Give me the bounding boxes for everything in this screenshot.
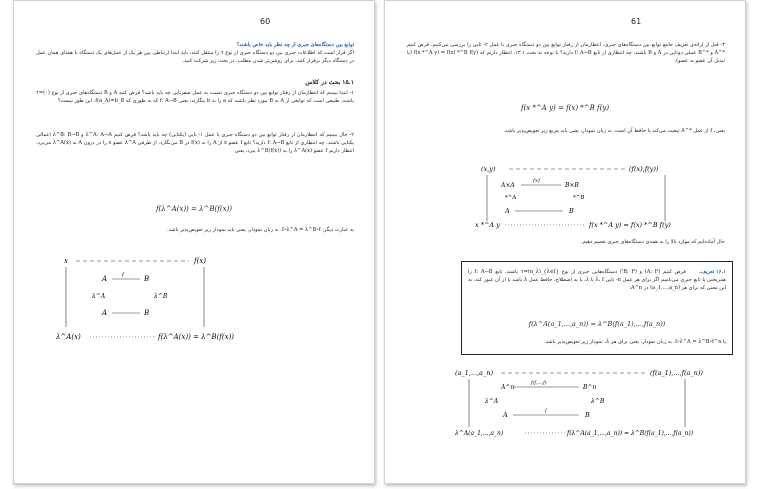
- right-page: [384, 0, 746, 484]
- diagram2-xy: (x,y): [481, 165, 496, 173]
- diagram3-fn: f(f,...,f): [531, 381, 547, 386]
- diagram2-starA: *^A: [505, 195, 517, 201]
- diagram-fx: f(x): [194, 257, 207, 265]
- diagram-A2: A: [102, 309, 108, 317]
- diagram2-BxB: B×B: [565, 182, 579, 189]
- diagram3-Bn: B^n: [583, 384, 597, 391]
- bridge-text: حال آماده‌ایم که موارد بالا را به همه‌ی دستگاه‌های جبری تعمیم دهیم.: [580, 239, 725, 245]
- definition-box: [461, 261, 733, 355]
- diagram-B2: B: [144, 309, 150, 317]
- diagram-A: A: [102, 275, 108, 283]
- diagram-lamB: λ^B: [154, 293, 168, 300]
- diagram-result: f(λ^A(x)) = λ^B(f(x)): [158, 333, 235, 341]
- item1-text: ۱- ابتدا ببینیم که انتظارمان از رفتار توابع بین دو دستگاه جبری نسبت به عمل صفرتایی چه باید باشد؟ فرض کنید A و B دستگاه‌های جبری از نوع (۰)=τ باشند. طبیعی است که توابعی از A به B مورد نظر باشند که a را به b بنگارند، یعنی f: A→B که به طوری که f(a_A)=b_B. این طور نیست؟: [36, 90, 354, 104]
- commutative-diagram-2: [475, 161, 725, 231]
- diagram2-B: B: [569, 207, 574, 215]
- definition-tail: یا f∘λ^A = λ^B∘f^n. به زبان نمودار، یعنی برای هر λ، نمودار زیر تعویض‌پذیر باشد.: [544, 339, 726, 345]
- diagram3-lamB: λ^B: [591, 398, 605, 405]
- section-heading: ۱۵.۱ بحث در کلاس: [305, 79, 354, 86]
- diagram3-An: A^n: [501, 384, 515, 391]
- diagram-B: B: [144, 275, 150, 283]
- diagram2-result: f(x *^A y) = f(x) *^B f(y): [589, 221, 671, 229]
- diagram3-tuple: (a_1,...,a_n): [455, 369, 493, 377]
- item3-tail: یعنی، f از عمل *^A تبعیت می‌کند یا حافظ آن است. به زبان نمودار، یعنی باید مربع زیر تعویض‌پذیر باشد.: [503, 128, 725, 134]
- definition-title: ۱۶.۱ تعریف.: [699, 269, 726, 275]
- diagram3-lamA: λ^A: [485, 398, 499, 405]
- item3-text: ۳- قبل از ارائه‌ی تعریف جامع توابع بین دستگاه‌های جبری، انتظارمان از رفتار توابع بین دو دستگاه جبری با عمل ۲- تایی را بررسی می‌کنیم. فرض کنیم *^A و *^B عملی دوتایی در A و B باشند. چه انتظاری از تابع f: A→B دارید؟ با توجه به بحث ۱۳.۱، انتظار داریم که f(x *^A y) = f(x) *^B f(y) (با تبدیل آن عضو به عضو).: [407, 42, 726, 64]
- diagram3-ftuple: (f(a_1),...,f(a_n)): [650, 369, 703, 377]
- equation-1: f(λ^A(x)) = λ^B(f(x)): [155, 205, 233, 213]
- diagram-x: x: [64, 257, 68, 265]
- diagram3-lamAtuple: λ^A(a_1,...,a_n): [455, 430, 504, 437]
- commutative-diagram-3: [455, 363, 735, 443]
- diagram3-f: f: [545, 409, 547, 414]
- definition-equation: f(λ^A(a_1,...,a_n)) = λ^B(f(a_1),...,f(a_n)): [528, 320, 666, 328]
- definition-text: فرض کنیم (A; F) و (B; F') دستگاه‌هایی جبری از نوع τ=(n_λ)_{λ∈I} باشند. تابع f: A→B را همریختی یا تابع جبری می‌نامیم اگر برای هر عمل n- تایی λ، f با λ، یا به اصطلاح، حافظ عمل λ باشد یا از آن عبور کند. به این معنی که برای هر (a_1,...,a_n) در A^n:: [468, 269, 726, 291]
- equation-2: f(x *^A y) = f(x) *^B f(y): [520, 104, 610, 112]
- diagram2-xstary: x *^A y: [475, 221, 500, 229]
- page-number: 60: [260, 17, 271, 26]
- intro-text: اگر قرار است که اطلاعات جبری بین دو دستگاه جبری از نوع τ را منتقل کنند، باید ابتدا ارتباطی بین هر یک از عمل‌های یک دستگاه با همتای همان عمل در دستگاه دیگر برقرار کنند. برای روشن‌تر شدن مطلب، در بحث زیر شرکت کنید.: [36, 50, 354, 64]
- commutative-diagram-1: [54, 251, 334, 361]
- diagram2-starB: *^B: [573, 195, 585, 201]
- diagram3-B: B: [585, 411, 590, 419]
- diagram2-fxf: f×f: [533, 179, 541, 184]
- diagram3-A: A: [503, 411, 508, 419]
- page-number: 61: [631, 17, 642, 26]
- item2-text: ۲- حال ببینیم که انتظارمان از رفتار توابع بین دو دستگاه جبری با عمل ۱- تایی (یکتایی) چه باید باشد؟ فرض کنیم λ^A: A→A و λ^B: B→B اعمالی یکتایی باشند. چه انتظاری از تابع f: A→B دارید؟ تابع f عضو x از A را به f(x) در B می‌نگارد. از طرفی λ^A عضو x را در درون A به λ^A(x) می‌برد. انتظار داریم f عضو λ^A(x) را به λ^B(f(x)) ببرد، یعنی: [36, 132, 355, 154]
- diagram3-result: f(λ^A(a_1,...,a_n)) = λ^B(f(a_1),...,f(a_n)): [567, 430, 694, 437]
- diagram-lamA: λ^A: [92, 293, 106, 300]
- diagram2-fxfy: (f(x),f(y)): [629, 165, 659, 173]
- item2-tail: به عبارت دیگر، f∘λ^A = λ^B∘f. به زبان نمودار، یعنی باید نمودار زیر تعویض‌پذیر باشد.: [167, 227, 354, 233]
- left-page: [13, 0, 375, 484]
- intro-heading: توابع بین دستگاه‌های جبری از چه نظر باید خاص باشند؟: [236, 42, 354, 48]
- diagram-f: f: [122, 272, 124, 278]
- diagram-lamAx: λ^A(x): [56, 333, 81, 341]
- diagram2-A: A: [505, 207, 510, 215]
- diagram2-AxA: A×A: [501, 182, 515, 189]
